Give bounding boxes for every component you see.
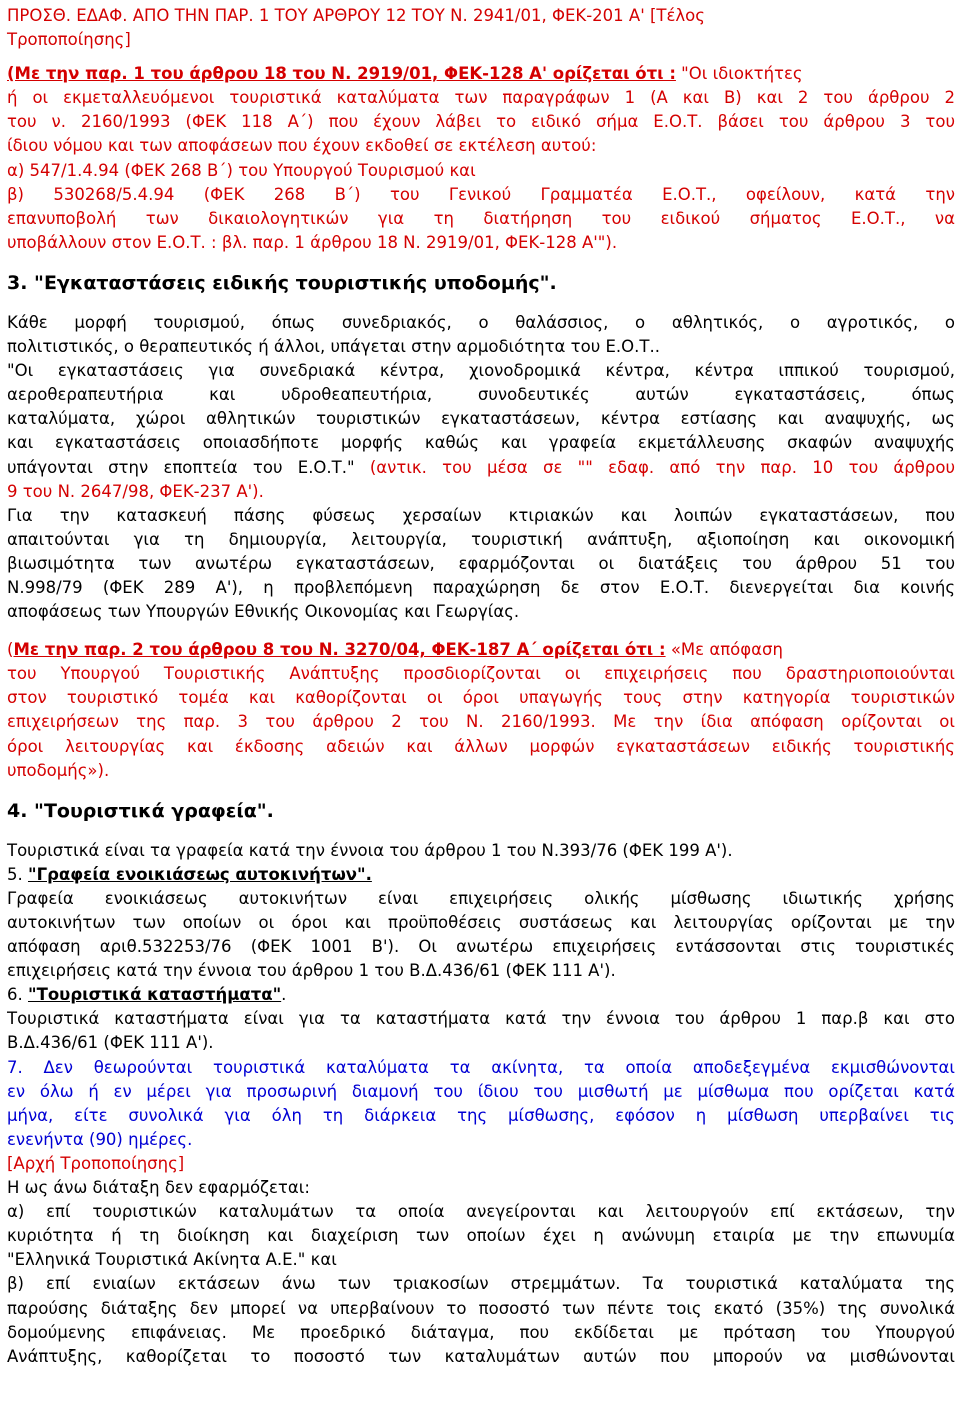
amendment-quote-line [7, 638, 955, 662]
amendment-text: «Με απόφαση [665, 640, 783, 660]
amendment-quote-line: επιχειρήσεων της παρ. 3 του άρθρου 2 του Ν. 2160/1993. Με την ίδια απόφαση ορίζονται οι [7, 712, 955, 732]
body-line: κυριότητα ή τη διοίκηση και διαχείριση των οποίων έχει η ανώνυμη εταιρία με την επωνυμία [7, 1226, 955, 1246]
document-page [7, 4, 955, 1369]
body-line: πολιτιστικός, ο θεραπευτικός ή άλλοι, υπάγεται στην αρμοδιότητα του Ε.Ο.Τ.. [7, 337, 660, 357]
body-line: Β.Δ.436/61 (ΦΕΚ 111 Α'). [7, 1033, 214, 1053]
body-line: "Ελληνικά Τουριστικά Ακίνητα Α.Ε." και [7, 1250, 337, 1270]
body-line: Κάθε μορφή τουρισμού, όπως συνεδριακός, ο θαλάσσιος, ο αθλητικός, ο αγροτικός, ο [7, 312, 955, 332]
body-line: καταλύματα, χώροι αθλητικών τουριστικών εγκαταστάσεων, κέντρα εστίασης και αναψυχής, ως [7, 409, 955, 429]
subsection-number: 5. [7, 864, 28, 884]
amendment-note-line: [Αρχή Τροποποίησης] [7, 1153, 185, 1173]
body-line: αυτοκινήτων των οποίων οι όροι και προϋποθέσεις συστάσεως και λειτουργίας ορίζονται με την [7, 913, 955, 932]
subsection-period: . [281, 985, 287, 1005]
body-line: δομούμενης επιφάνειας. Με προεδρικό διάταγμα, που εκδίδεται με πρόταση του Υπουργού [7, 1322, 955, 1342]
amendment-quote-line: β) 530268/5.4.94 (ΦΕΚ 268 Β΄) του Γενικού Γραμματέα Ε.Ο.Τ., οφείλουν, κατά την [7, 184, 955, 204]
body-line: απόφαση αριθ.532253/76 (ΦΕΚ 1001 Β'). Οι ανωτέρω επιχειρήσεις εντάσσονται στις τουριστικές [7, 937, 955, 957]
subsection-heading [7, 863, 955, 887]
section-heading: 4. "Τουριστικά γραφεία". [7, 799, 274, 822]
subsection-title: "Γραφεία ενοικιάσεως αυτοκινήτων". [28, 864, 372, 884]
body-line: βιωσιμότητα των ανωτέρω εγκαταστάσεων, εφαρμόζονται οι διατάξεις του άρθρου 51 του [7, 553, 955, 573]
body-line: Ανάπτυξης, καθορίζεται το ποσοστό των καταλυμάτων αυτών που μπορούν να μισθώνονται [7, 1346, 955, 1366]
amendment-note: (αντικ. του μέσα σε "" εδαφ. από την παρ. 10 του άρθρου [369, 457, 955, 477]
subsection-title: "Τουριστικά καταστήματα" [28, 985, 282, 1005]
amendment-quote-line: ίδιου νόμου και των αποφάσεων που έχουν εκδοθεί σε εκτέλεση αυτού: [7, 136, 597, 156]
body-line: "Οι εγκαταστάσεις για συνεδριακά κέντρα, χιονοδρομικά κέντρα, κέντρα ιππικού τουρισμού, [7, 361, 955, 381]
body-line: αεροθεραπευτήρια και υδροθεαπευτήρια, συνοδευτικές αυτών εγκαταστάσεις, όπως [7, 385, 955, 405]
amendment-note-line: Τροποποίησης] [7, 30, 131, 50]
body-line: α) επί τουριστικών καταλυμάτων τα οποία ανεγείρονται και λειτουργούν επί εκτάσεων, την [7, 1202, 955, 1222]
body-line: και εγκαταστάσεις οποιασδήποτε μορφής καθώς και γραφεία εκμετάλλευσης σκαφών αναψυχής [7, 433, 955, 453]
amendment-note-line: 9 του Ν. 2647/98, ΦΕΚ-237 Α'). [7, 481, 264, 501]
body-line: Η ως άνω διάταξη δεν εφαρμόζεται: [7, 1178, 310, 1198]
body-line: παρούσης διάταξης δεν μπορεί να υπερβαίνουν το ποσοστό των πέντε τοις εκατό (35%) της συνολικά [7, 1298, 955, 1318]
amendment-quote-line: υποβάλλουν στον Ε.Ο.Τ. : βλ. παρ. 1 άρθρου 18 Ν. 2919/01, ΦΕΚ-128 Α'"). [7, 232, 618, 252]
body-line: Τουριστικά είναι τα γραφεία κατά την έννοια του άρθρου 1 του Ν.393/76 (ΦΕΚ 199 Α'). [7, 840, 733, 860]
body-line: Ν.998/79 (ΦΕΚ 289 Α'), η προβλεπόμενη παραχώρηση δε στον Ε.Ο.Τ. διενεργείται δια κοινής [7, 577, 955, 597]
section-heading: 3. "Εγκαταστάσεις ειδικής τουριστικής υποδομής". [7, 271, 557, 294]
body-line [7, 456, 955, 480]
amendment-reference: Με την παρ. 2 του άρθρου 8 του Ν. 3270/04, ΦΕΚ-187 Α΄ ορίζεται ότι : [13, 640, 666, 660]
amendment-quote-line: του ν. 2160/1993 (ΦΕΚ 118 Α΄) που έχουν λάβει το ειδικό σήμα Ε.Ο.Τ. βάσει του άρθρου 3 του [7, 112, 955, 132]
amendment-open-paren: ( [7, 640, 14, 660]
amendment-quote-line: στον τουριστικό τομέα και καθορίζονται οι όροι υπαγωγής τους στην κατηγορία τουριστικών [7, 688, 955, 708]
body-line: απαιτούνται για τη δημιουργία, λειτουργία, τουριστική ανάπτυξη, αξιοποίηση και οικονομική [7, 529, 955, 549]
amendment-text: "Οι ιδιοκτήτες [675, 64, 803, 84]
amended-text-line: ενενήντα (90) ημέρες. [7, 1129, 193, 1149]
amendment-quote-line: του Υπουργού Τουριστικής Ανάπτυξης προσδιορίζονται οι επιχειρήσεις που δραστηριοποιούνται [7, 664, 955, 684]
body-line: επιχειρήσεις κατά την έννοια του άρθρου 1 του Β.Δ.436/61 (ΦΕΚ 111 Α'). [7, 961, 616, 981]
body-text: υπάγονται στην εποπτεία του Ε.Ο.Τ." [7, 457, 370, 477]
amendment-quote-line: α) 547/1.4.94 (ΦΕΚ 268 Β΄) του Υπουργού Τουρισμού και [7, 160, 476, 180]
amended-text-line: μήνα, είτε συνολικά για όλη τη διάρκεια της μίσθωσης, εφόσον η μίσθωση υπερβαίνει τις [7, 1105, 955, 1125]
amendment-quote-line [7, 62, 955, 86]
subsection-heading [7, 983, 955, 1007]
amendment-reference: (Με την παρ. 1 του άρθρου 18 του Ν. 2919/01, ΦΕΚ-128 Α' ορίζεται ότι : [7, 64, 676, 84]
body-line: αποφάσεως των Υπουργών Εθνικής Οικονομίας και Γεωργίας. [7, 602, 520, 622]
amendment-quote-line: επανυποβολή των δικαιολογητικών για τη διατήρηση του ειδικού σήματος Ε.Ο.Τ., να [7, 208, 955, 228]
amended-text-line: 7. Δεν θεωρούνται τουριστικά καταλύματα τα ακίνητα, τα οποία αποδεξεγμένα εκμισθώνονται [7, 1057, 955, 1077]
body-line: Γραφεία ενοικιάσεως αυτοκινήτων είναι επιχειρήσεις ολικής μίσθωσης ιδιωτικής χρήσης [7, 888, 955, 908]
body-line: Τουριστικά καταστήματα είναι για τα καταστήματα κατά την έννοια του άρθρου 1 παρ.β και στο [7, 1009, 955, 1029]
amendment-quote-line: υποδομής»). [7, 760, 110, 780]
amended-text-line: εν όλω ή εν μέρει για προσωρινή διαμονή του ίδιου του μισθωτή με μίσθωμα που ορίζεται κατά [7, 1081, 955, 1101]
amendment-note-line: ΠΡΟΣΘ. ΕΔΑΦ. ΑΠΟ ΤΗΝ ΠΑΡ. 1 ΤΟΥ ΑΡΘΡΟΥ 12 ΤΟΥ Ν. 2941/01, ΦΕΚ-201 Α' [Τέλος [7, 6, 705, 25]
amendment-quote-line: ή οι εκμεταλλευόμενοι τουριστικά καταλύματα των παραγράφων 1 (Α και Β) και 2 του άρθρου 2 [7, 88, 955, 108]
body-line: β) επί ενιαίων εκτάσεων άνω των τριακοσίων στρεμμάτων. Τα τουριστικά καταλύματα της [7, 1274, 955, 1294]
amendment-quote-line: όροι λειτουργίας και έκδοσης αδειών και άλλων μορφών εγκαταστάσεων ειδικής τουριστικής [7, 736, 955, 756]
subsection-number: 6. [7, 985, 28, 1005]
body-line: Για την κατασκευή πάσης φύσεως χερσαίων κτιριακών και λοιπών εγκαταστάσεων, που [7, 505, 955, 525]
